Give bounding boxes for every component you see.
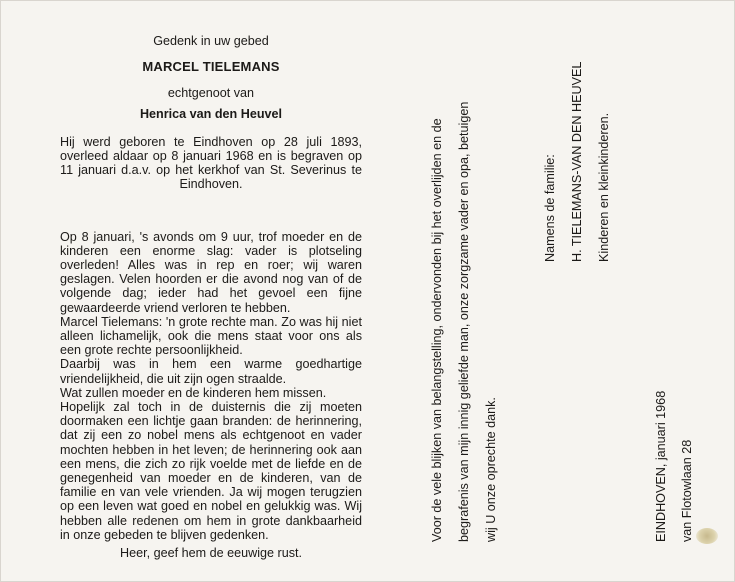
street-address: van Flotowlaan 28 <box>680 439 694 542</box>
memorial-paragraph: Wat zullen moeder en de kinderen hem missen. <box>60 385 327 400</box>
widow-name: H. TIELEMANS-VAN DEN HEUVEL <box>570 61 584 262</box>
spouse-intro: echtgenoot van <box>167 86 255 101</box>
biographical-details: Hij werd geboren te Eindhoven op 28 juli 1893, overleed aldaar op 8 januari 1968 en is begraven op 11 januari d.a.v. op het kerkhof van St. Severinus te Eindhoven. <box>60 134 362 192</box>
prayer-heading: Gedenk in uw gebed <box>153 34 269 48</box>
memorial-text-column <box>60 34 362 560</box>
children-line: Kinderen en kleinkinderen. <box>597 112 611 262</box>
thanks-line: Voor de vele blijken van belangstelling, ondervonden bij het overlijden en de <box>430 118 444 542</box>
memorial-paragraph: Marcel Tielemans: 'n grote rechte man. Zo was hij niet alleen lichamelijk, ook die mens staat voor ons als een grote rechte persoonlijkheid. <box>60 314 362 358</box>
memorial-paragraph: Op 8 januari, 's avonds om 9 uur, trof moeder en de kinderen een enorme slag: vader is plotseling overleden! Alles was in rep en roer; wij waren geslagen. Velen hoorden er die avond nog van of de volgende dag; ieder had het gevoel een fijne gewaardeerde vriend verloren te hebben. <box>60 229 362 315</box>
memorial-paragraph: Daarbij was in hem een warme goedhartige vriendelijkheid, die uit zijn ogen straalde. <box>60 357 362 386</box>
deceased-name: MARCEL TIELEMANS <box>142 59 280 75</box>
thanks-line: begrafenis van mijn innig geliefde man, onze zorgzame vader en opa, betuigen <box>457 101 472 542</box>
spouse-name: Henrica van den Heuvel <box>139 106 283 121</box>
family-signature <box>537 32 618 262</box>
thanks-note <box>424 37 506 542</box>
paper-stain <box>696 528 718 544</box>
closing-prayer: Heer, geef hem de eeuwige rust. <box>119 546 303 561</box>
memorial-paragraph: Hopelijk zal toch in de duisternis die zij moeten doormaken een lichtje gaan branden: de herinnering, dat zij een zo nobel mens als echtgenoot en vader mochten hebben in het leven; de herinnering ook aan een mens, die zich zo rijk voelde met de liefde en de genegenheid van moeder en de kinderen, van de familie en van vele vrienden. Ja wij mogen terugzien op een leven wat goed en nobel en gelukkig was. Wij hebben alle redenen om hem in grote dankbaarheid in onze gebeden te blijven gedenken. <box>60 400 362 542</box>
thanks-line: wij U onze oprechte dank. <box>484 397 499 542</box>
on-behalf-label: Namens de familie: <box>543 154 557 262</box>
place-and-date <box>648 342 700 542</box>
city-date: EINDHOVEN, januari 1968 <box>654 390 668 542</box>
